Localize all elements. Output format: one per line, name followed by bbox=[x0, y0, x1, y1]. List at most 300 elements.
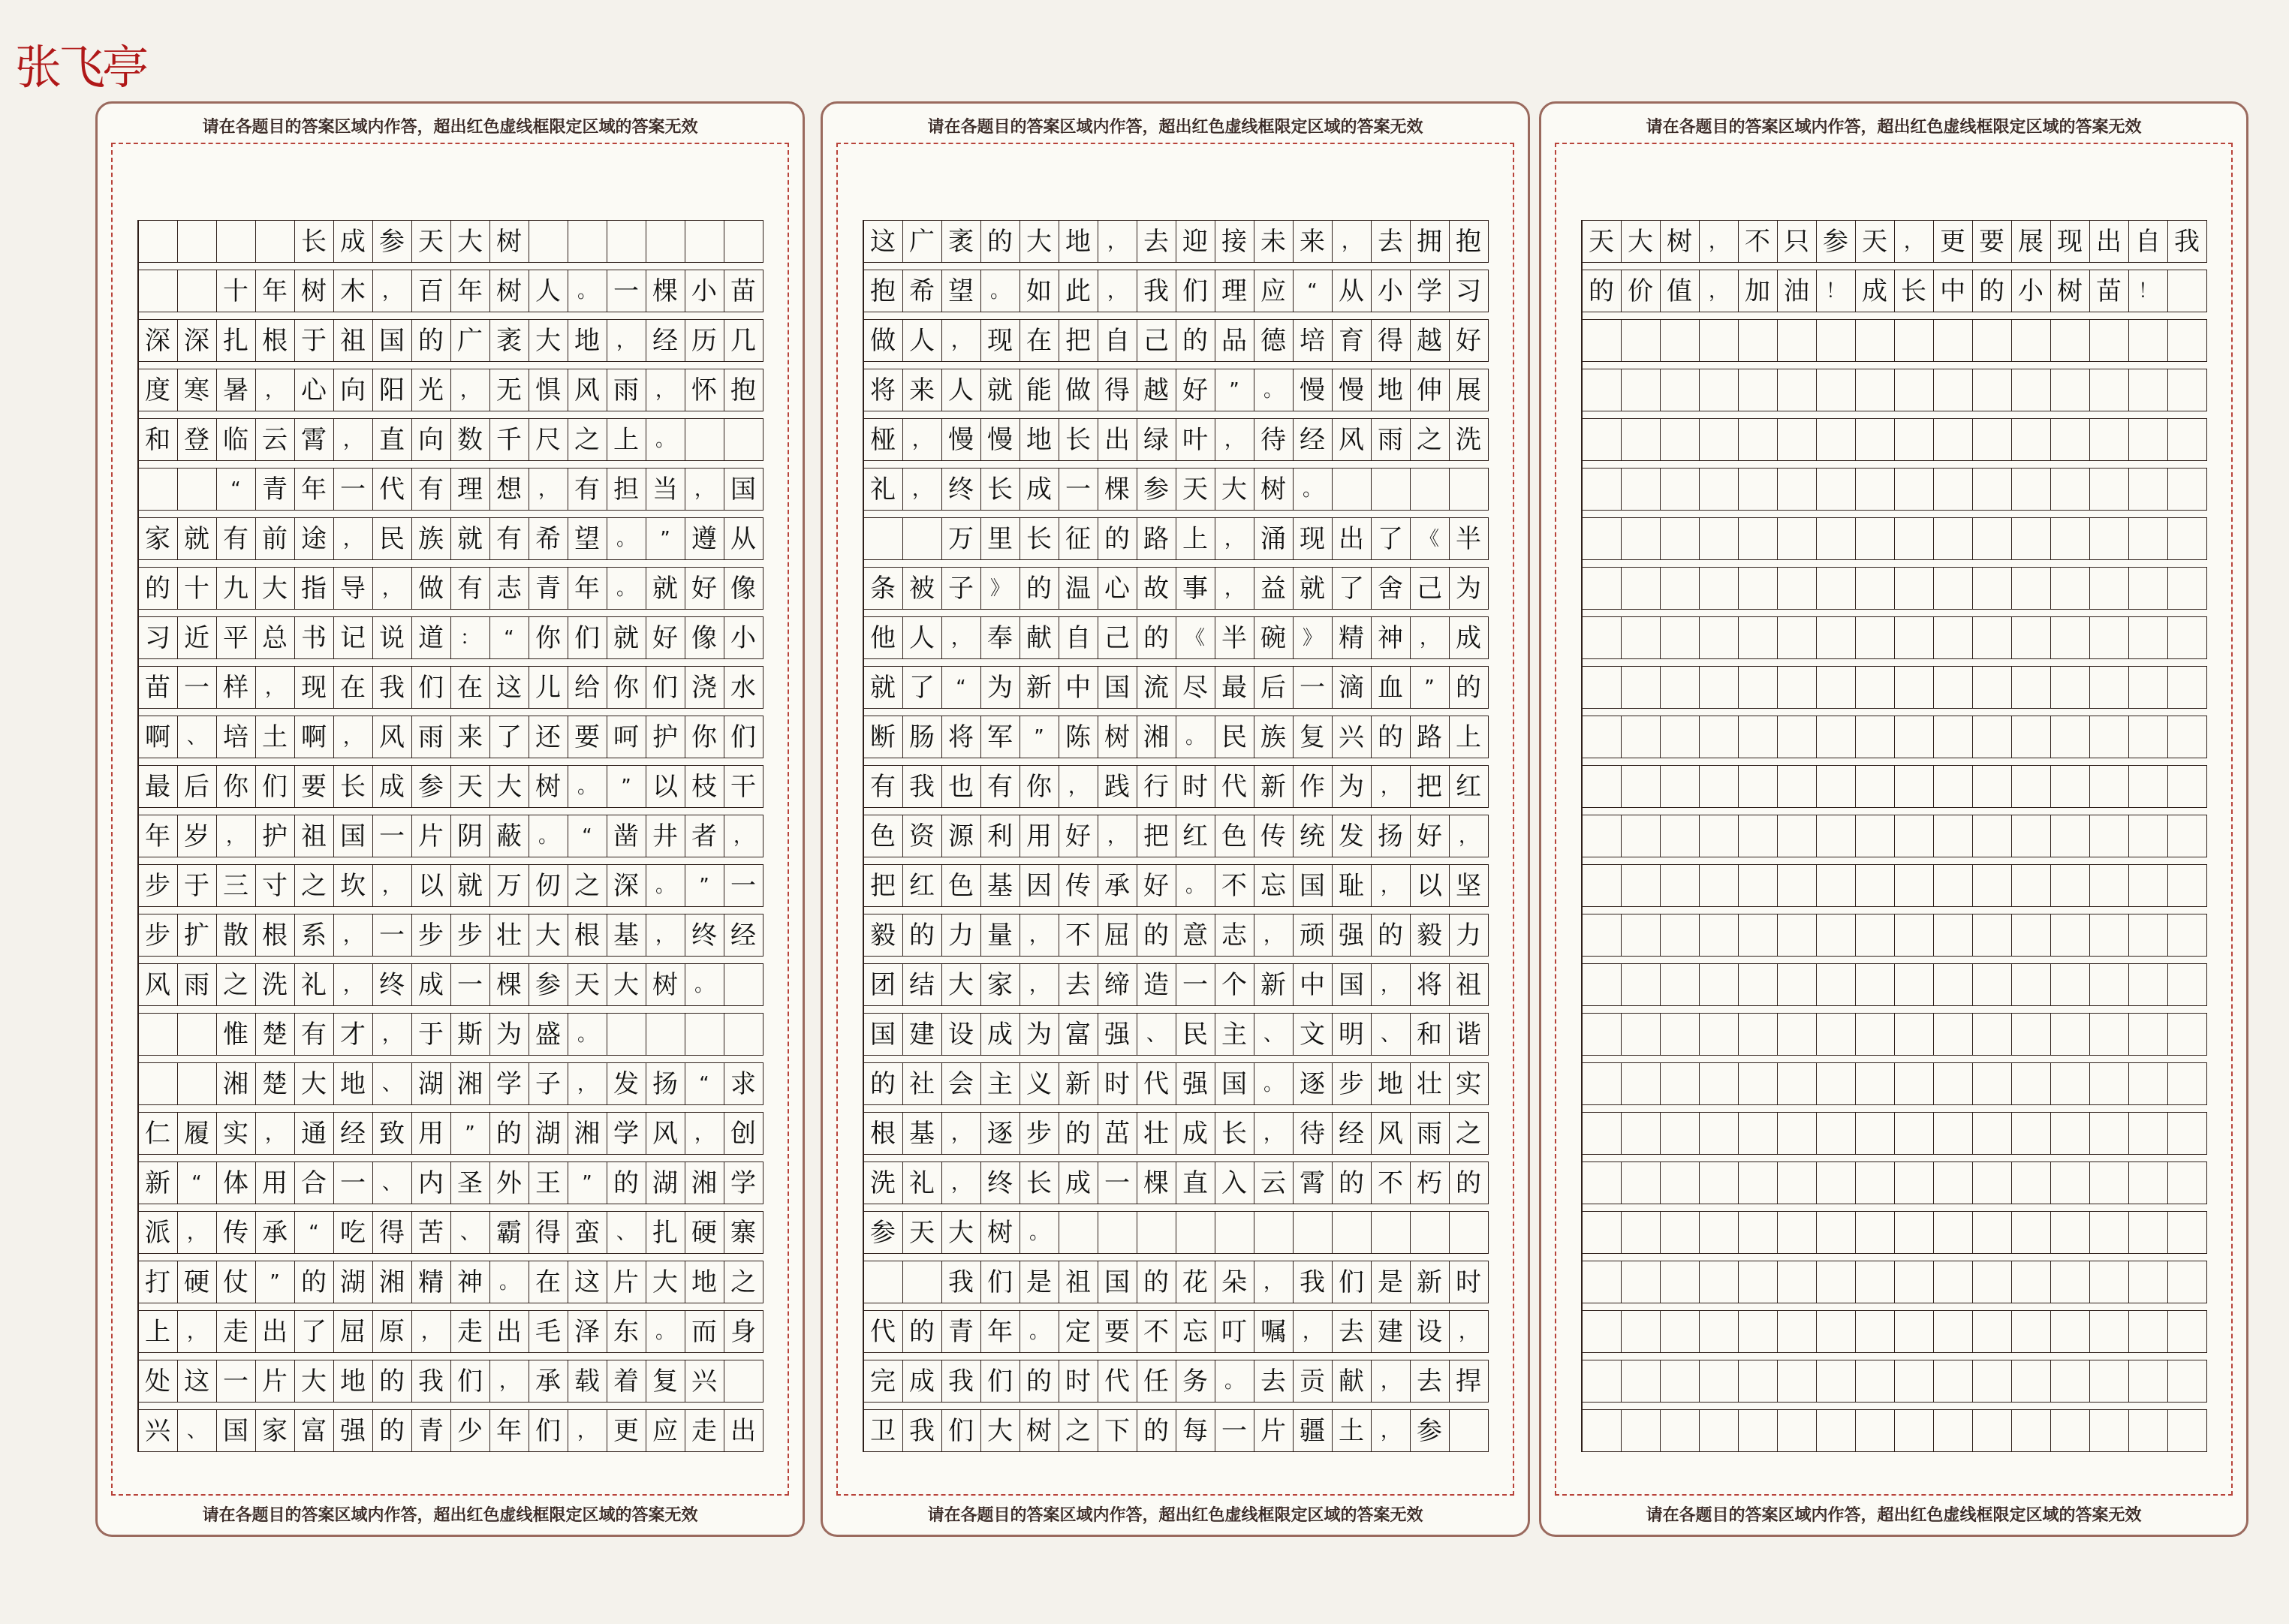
grid-cell: 理 bbox=[451, 468, 490, 511]
grid-cell: 在 bbox=[529, 1261, 568, 1303]
grid-cell bbox=[1583, 765, 1622, 808]
grid-cell: 广 bbox=[903, 220, 942, 263]
grid-cell: 滴 bbox=[1333, 666, 1372, 709]
grid-cell: 惟 bbox=[217, 1013, 256, 1056]
grid-cell: 一 bbox=[724, 864, 764, 907]
grid-cell bbox=[2090, 666, 2129, 709]
grid-cell: 长 bbox=[295, 220, 334, 263]
grid-cell: 拥 bbox=[1411, 220, 1450, 263]
grid-cell: 出 bbox=[490, 1310, 529, 1353]
grid-cell: 的 bbox=[1973, 270, 2012, 312]
grid-cell: 。 bbox=[1254, 369, 1294, 411]
grid-cell: ， bbox=[568, 1409, 607, 1452]
grid-cell: ， bbox=[178, 1310, 217, 1353]
grid-cell: 尺 bbox=[529, 418, 568, 461]
grid-cell: 新 bbox=[1020, 666, 1059, 709]
grid-cell: 成 bbox=[412, 963, 451, 1006]
grid-cell: 大 bbox=[607, 963, 646, 1006]
grid-cell bbox=[1700, 567, 1739, 610]
grid-cell: 大 bbox=[981, 1409, 1020, 1452]
grid-cell bbox=[1856, 864, 1895, 907]
grid-cell bbox=[1739, 418, 1778, 461]
grid-cell bbox=[1817, 1112, 1856, 1155]
grid-cell bbox=[1661, 1162, 1700, 1204]
grid-cell: 礼 bbox=[864, 468, 903, 511]
grid-cell: 得 bbox=[529, 1211, 568, 1254]
grid-cell: 洗 bbox=[864, 1162, 903, 1204]
grid-cell: ， bbox=[1450, 815, 1489, 857]
grid-cell bbox=[1856, 616, 1895, 659]
grid-cell: 成 bbox=[1450, 616, 1489, 659]
grid-cell: 的 bbox=[981, 220, 1020, 263]
grid-cell bbox=[1583, 666, 1622, 709]
grid-cell: 广 bbox=[451, 319, 490, 362]
grid-cell: 长 bbox=[1020, 1162, 1059, 1204]
grid-cell bbox=[1294, 1211, 1333, 1254]
grid-cell bbox=[724, 1360, 764, 1403]
grid-cell: 有 bbox=[981, 765, 1020, 808]
grid-cell: 国 bbox=[864, 1013, 903, 1056]
grid-cell bbox=[139, 1062, 178, 1105]
grid-cell: 的 bbox=[607, 1162, 646, 1204]
grid-cell: 者 bbox=[685, 815, 724, 857]
grid-cell: 壮 bbox=[1411, 1062, 1450, 1105]
grid-cell: 步 bbox=[451, 914, 490, 957]
grid-cell bbox=[1895, 666, 1934, 709]
grid-cell: 、 bbox=[178, 716, 217, 758]
grid-cell: ， bbox=[1372, 864, 1411, 907]
grid-cell: 利 bbox=[981, 815, 1020, 857]
grid-cell: 楚 bbox=[256, 1013, 295, 1056]
grid-cell: 你 bbox=[217, 765, 256, 808]
grid-cell bbox=[1583, 1360, 1622, 1403]
grid-cell bbox=[2051, 1162, 2090, 1204]
grid-cell bbox=[1934, 1310, 1973, 1353]
grid-cell bbox=[2012, 418, 2051, 461]
grid-cell: 你 bbox=[607, 666, 646, 709]
grid-cell bbox=[2168, 1261, 2207, 1303]
grid-cell: 他 bbox=[864, 616, 903, 659]
grid-cell: 自 bbox=[1059, 616, 1098, 659]
grid-cell bbox=[1700, 319, 1739, 362]
grid-cell bbox=[1934, 616, 1973, 659]
grid-cell: 去 bbox=[1137, 220, 1176, 263]
grid-cell: 们 bbox=[1176, 270, 1215, 312]
grid-cell: 风 bbox=[646, 1112, 685, 1155]
grid-cell bbox=[1973, 369, 2012, 411]
grid-cell: 顽 bbox=[1294, 914, 1333, 957]
grid-cell: 大 bbox=[295, 1062, 334, 1105]
grid-cell: 义 bbox=[1020, 1062, 1059, 1105]
grid-cell: 后 bbox=[1254, 666, 1294, 709]
grid-cell: 你 bbox=[529, 616, 568, 659]
grid-cell: 数 bbox=[451, 418, 490, 461]
grid-cell: 毛 bbox=[529, 1310, 568, 1353]
grid-cell bbox=[2012, 914, 2051, 957]
grid-cell bbox=[1817, 963, 1856, 1006]
grid-cell: 要 bbox=[568, 716, 607, 758]
grid-cell: 扬 bbox=[646, 1062, 685, 1105]
grid-cell: 年 bbox=[451, 270, 490, 312]
grid-cell: 待 bbox=[1254, 418, 1294, 461]
grid-cell bbox=[1583, 1112, 1622, 1155]
grid-cell: 风 bbox=[373, 716, 412, 758]
grid-cell: 雨 bbox=[1411, 1112, 1450, 1155]
grid-cell: 国 bbox=[334, 815, 373, 857]
grid-cell: ， bbox=[256, 666, 295, 709]
grid-cell bbox=[1934, 369, 1973, 411]
grid-cell bbox=[1856, 319, 1895, 362]
grid-cell: 记 bbox=[334, 616, 373, 659]
grid-cell bbox=[1661, 319, 1700, 362]
grid-cell: 盛 bbox=[529, 1013, 568, 1056]
grid-cell bbox=[1661, 1062, 1700, 1105]
grid-cell bbox=[1934, 418, 1973, 461]
grid-cell bbox=[2168, 716, 2207, 758]
grid-cell: 树 bbox=[295, 270, 334, 312]
grid-cell: 百 bbox=[412, 270, 451, 312]
grid-cell: 说 bbox=[373, 616, 412, 659]
grid-cell bbox=[1778, 1162, 1817, 1204]
grid-cell bbox=[1622, 864, 1661, 907]
grid-cell: 前 bbox=[256, 517, 295, 560]
grid-cell bbox=[2168, 517, 2207, 560]
grid-cell: 。 bbox=[607, 567, 646, 610]
grid-cell: 要 bbox=[295, 765, 334, 808]
grid-cell: 天 bbox=[903, 1211, 942, 1254]
grid-cell bbox=[1176, 1211, 1215, 1254]
grid-cell bbox=[2090, 716, 2129, 758]
grid-cell bbox=[1895, 1013, 1934, 1056]
grid-cell: 好 bbox=[1176, 369, 1215, 411]
grid-cell bbox=[2090, 765, 2129, 808]
grid-cell bbox=[2129, 616, 2168, 659]
grid-cell: 红 bbox=[1176, 815, 1215, 857]
grid-cell: 万 bbox=[490, 864, 529, 907]
grid-cell bbox=[1739, 616, 1778, 659]
grid-cell bbox=[2168, 914, 2207, 957]
grid-cell: 棵 bbox=[1137, 1162, 1176, 1204]
grid-cell bbox=[1583, 369, 1622, 411]
grid-cell bbox=[2090, 1261, 2129, 1303]
grid-cell bbox=[1739, 1409, 1778, 1452]
grid-cell: 向 bbox=[334, 369, 373, 411]
grid-cell: 兴 bbox=[1333, 716, 1372, 758]
grid-cell: 强 bbox=[1333, 914, 1372, 957]
grid-cell bbox=[217, 220, 256, 263]
grid-cell bbox=[1622, 468, 1661, 511]
grid-cell bbox=[1778, 468, 1817, 511]
grid-cell: 缔 bbox=[1098, 963, 1137, 1006]
grid-cell: 的 bbox=[1372, 716, 1411, 758]
grid-cell: 源 bbox=[942, 815, 981, 857]
grid-cell bbox=[1583, 1310, 1622, 1353]
grid-cell: 强 bbox=[1098, 1013, 1137, 1056]
grid-cell bbox=[568, 220, 607, 263]
grid-cell: “ bbox=[178, 1162, 217, 1204]
grid-cell: 里 bbox=[981, 517, 1020, 560]
grid-cell bbox=[1739, 666, 1778, 709]
grid-cell bbox=[2129, 815, 2168, 857]
grid-cell bbox=[1973, 815, 2012, 857]
grid-cell: 这 bbox=[864, 220, 903, 263]
grid-cell bbox=[1622, 815, 1661, 857]
grid-cell bbox=[724, 418, 764, 461]
grid-cell: 一 bbox=[1059, 468, 1098, 511]
grid-cell bbox=[1661, 666, 1700, 709]
grid-cell: 之 bbox=[295, 864, 334, 907]
grid-cell bbox=[1700, 1261, 1739, 1303]
grid-cell bbox=[2012, 666, 2051, 709]
grid-cell bbox=[1622, 1310, 1661, 1353]
grid-cell bbox=[1973, 963, 2012, 1006]
grid-cell: 的 bbox=[1372, 914, 1411, 957]
grid-cell bbox=[1622, 1360, 1661, 1403]
grid-cell: 湖 bbox=[646, 1162, 685, 1204]
grid-cell: 族 bbox=[1254, 716, 1294, 758]
grid-cell: 之 bbox=[1059, 1409, 1098, 1452]
grid-cell bbox=[1817, 864, 1856, 907]
grid-cell: 之 bbox=[217, 963, 256, 1006]
grid-cell: 干 bbox=[724, 765, 764, 808]
grid-cell bbox=[1059, 1211, 1098, 1254]
grid-cell: 做 bbox=[1059, 369, 1098, 411]
grid-cell: 走 bbox=[451, 1310, 490, 1353]
grid-cell: 硬 bbox=[685, 1211, 724, 1254]
grid-cell: 基 bbox=[903, 1112, 942, 1155]
grid-cell: 步 bbox=[139, 914, 178, 957]
grid-cell: 长 bbox=[1895, 270, 1934, 312]
grid-cell: 祖 bbox=[295, 815, 334, 857]
grid-cell: 主 bbox=[1215, 1013, 1254, 1056]
grid-cell: 一 bbox=[373, 815, 412, 857]
grid-cell bbox=[2129, 369, 2168, 411]
grid-cell: ” bbox=[568, 1162, 607, 1204]
grid-cell: 天 bbox=[1856, 220, 1895, 263]
grid-cell: 的 bbox=[1059, 1112, 1098, 1155]
grid-cell: 现 bbox=[981, 319, 1020, 362]
grid-cell bbox=[1583, 1162, 1622, 1204]
grid-cell bbox=[2168, 418, 2207, 461]
grid-cell: 风 bbox=[1333, 418, 1372, 461]
grid-cell: 风 bbox=[1372, 1112, 1411, 1155]
writing-grid bbox=[137, 220, 764, 1452]
grid-cell: 这 bbox=[490, 666, 529, 709]
grid-cell: 一 bbox=[607, 270, 646, 312]
grid-cell: 基 bbox=[981, 864, 1020, 907]
grid-cell bbox=[1778, 815, 1817, 857]
grid-cell: ， bbox=[685, 1112, 724, 1155]
grid-cell: 的 bbox=[1098, 517, 1137, 560]
grid-cell bbox=[1856, 1062, 1895, 1105]
grid-cell: 身 bbox=[724, 1310, 764, 1353]
grid-cell bbox=[1622, 369, 1661, 411]
grid-cell: 礼 bbox=[903, 1162, 942, 1204]
grid-cell bbox=[1450, 1409, 1489, 1452]
grid-cell: 要 bbox=[1973, 220, 2012, 263]
grid-cell: 深 bbox=[139, 319, 178, 362]
grid-cell: 之 bbox=[1411, 418, 1450, 461]
grid-cell: ， bbox=[373, 864, 412, 907]
grid-cell: 温 bbox=[1059, 567, 1098, 610]
grid-cell: 们 bbox=[529, 1409, 568, 1452]
grid-cell: 出 bbox=[1098, 418, 1137, 461]
grid-cell: 涌 bbox=[1254, 517, 1294, 560]
grid-cell bbox=[2090, 418, 2129, 461]
grid-cell: 用 bbox=[412, 1112, 451, 1155]
grid-cell bbox=[1778, 716, 1817, 758]
grid-cell: 霄 bbox=[295, 418, 334, 461]
grid-cell: 把 bbox=[1137, 815, 1176, 857]
grid-cell: 子 bbox=[529, 1062, 568, 1105]
grid-cell bbox=[2090, 319, 2129, 362]
grid-cell bbox=[903, 517, 942, 560]
grid-cell bbox=[1700, 864, 1739, 907]
grid-cell: 屈 bbox=[334, 1310, 373, 1353]
grid-cell bbox=[1778, 914, 1817, 957]
grid-cell bbox=[1739, 765, 1778, 808]
grid-cell bbox=[1856, 468, 1895, 511]
grid-cell: 。 bbox=[1294, 468, 1333, 511]
grid-cell: 子 bbox=[942, 567, 981, 610]
grid-cell: 。 bbox=[1176, 716, 1215, 758]
grid-cell: 文 bbox=[1294, 1013, 1333, 1056]
grid-cell bbox=[2090, 616, 2129, 659]
grid-cell: 青 bbox=[256, 468, 295, 511]
grid-cell: 一 bbox=[1215, 1409, 1254, 1452]
grid-cell bbox=[2129, 1409, 2168, 1452]
grid-cell: 无 bbox=[490, 369, 529, 411]
grid-cell: 设 bbox=[942, 1013, 981, 1056]
grid-cell: 新 bbox=[1254, 765, 1294, 808]
grid-cell bbox=[1856, 815, 1895, 857]
grid-cell: ” bbox=[1411, 666, 1450, 709]
grid-cell: 造 bbox=[1137, 963, 1176, 1006]
grid-cell bbox=[1739, 1062, 1778, 1105]
grid-cell bbox=[1895, 815, 1934, 857]
grid-cell: 岁 bbox=[178, 815, 217, 857]
grid-cell: 国 bbox=[1294, 864, 1333, 907]
grid-cell bbox=[1973, 914, 2012, 957]
grid-cell bbox=[1973, 1211, 2012, 1254]
grid-cell bbox=[2051, 1261, 2090, 1303]
grid-cell: 践 bbox=[1098, 765, 1137, 808]
grid-cell: 务 bbox=[1176, 1360, 1215, 1403]
grid-cell bbox=[1973, 666, 2012, 709]
grid-cell: 上 bbox=[607, 418, 646, 461]
grid-cell bbox=[2168, 1013, 2207, 1056]
grid-cell: 统 bbox=[1294, 815, 1333, 857]
grid-cell: 把 bbox=[1411, 765, 1450, 808]
grid-cell bbox=[2012, 1310, 2051, 1353]
grid-cell bbox=[1622, 1261, 1661, 1303]
grid-cell: 从 bbox=[1333, 270, 1372, 312]
grid-cell: 毅 bbox=[1411, 914, 1450, 957]
grid-cell: ， bbox=[1098, 220, 1137, 263]
grid-cell bbox=[1934, 864, 1973, 907]
grid-cell bbox=[1817, 418, 1856, 461]
grid-cell: 一 bbox=[334, 468, 373, 511]
grid-cell: 是 bbox=[1020, 1261, 1059, 1303]
grid-cell: 云 bbox=[1254, 1162, 1294, 1204]
grid-cell bbox=[1778, 1211, 1817, 1254]
grid-cell: 。 bbox=[646, 864, 685, 907]
grid-cell bbox=[2129, 963, 2168, 1006]
grid-cell bbox=[1700, 716, 1739, 758]
grid-cell: 为 bbox=[490, 1013, 529, 1056]
grid-cell: 小 bbox=[1372, 270, 1411, 312]
grid-cell bbox=[1739, 369, 1778, 411]
grid-cell bbox=[2012, 765, 2051, 808]
grid-cell: 一 bbox=[1176, 963, 1215, 1006]
grid-cell bbox=[139, 1013, 178, 1056]
grid-cell bbox=[1856, 1409, 1895, 1452]
grid-cell bbox=[724, 1013, 764, 1056]
grid-cell: ” bbox=[1215, 369, 1254, 411]
grid-cell bbox=[2051, 517, 2090, 560]
grid-cell: “ bbox=[1294, 270, 1333, 312]
grid-cell: ， bbox=[1098, 270, 1137, 312]
grid-cell bbox=[2051, 1013, 2090, 1056]
grid-cell bbox=[1700, 666, 1739, 709]
grid-cell bbox=[1856, 1261, 1895, 1303]
grid-cell: 们 bbox=[412, 666, 451, 709]
grid-cell bbox=[1583, 418, 1622, 461]
grid-cell: 们 bbox=[724, 716, 764, 758]
grid-cell bbox=[2129, 864, 2168, 907]
grid-cell bbox=[2012, 616, 2051, 659]
grid-cell: 就 bbox=[981, 369, 1020, 411]
grid-cell: 大 bbox=[646, 1261, 685, 1303]
grid-cell: 成 bbox=[1856, 270, 1895, 312]
grid-cell: 慢 bbox=[1294, 369, 1333, 411]
grid-cell: 、 bbox=[1254, 1013, 1294, 1056]
grid-cell: 在 bbox=[334, 666, 373, 709]
grid-cell: 步 bbox=[1333, 1062, 1372, 1105]
grid-cell: 己 bbox=[1098, 616, 1137, 659]
grid-cell bbox=[1098, 1211, 1137, 1254]
grid-cell: 抱 bbox=[1450, 220, 1489, 263]
grid-cell: 自 bbox=[1098, 319, 1137, 362]
grid-cell bbox=[1622, 1409, 1661, 1452]
grid-cell: 上 bbox=[1450, 716, 1489, 758]
grid-cell: 茁 bbox=[1098, 1112, 1137, 1155]
grid-cell bbox=[2012, 864, 2051, 907]
grid-cell: 代 bbox=[1137, 1062, 1176, 1105]
grid-cell: 国 bbox=[217, 1409, 256, 1452]
grid-cell: 原 bbox=[373, 1310, 412, 1353]
grid-cell: 在 bbox=[451, 666, 490, 709]
grid-cell bbox=[2168, 468, 2207, 511]
grid-cell: 主 bbox=[981, 1062, 1020, 1105]
grid-cell: 捍 bbox=[1450, 1360, 1489, 1403]
grid-cell: 现 bbox=[295, 666, 334, 709]
grid-cell bbox=[1817, 666, 1856, 709]
grid-cell: 就 bbox=[646, 567, 685, 610]
grid-cell bbox=[1700, 1360, 1739, 1403]
grid-cell: 兴 bbox=[685, 1360, 724, 1403]
grid-cell bbox=[1700, 765, 1739, 808]
grid-cell: 参 bbox=[864, 1211, 903, 1254]
grid-cell: 参 bbox=[1411, 1409, 1450, 1452]
grid-cell: 像 bbox=[685, 616, 724, 659]
grid-cell: 我 bbox=[1137, 270, 1176, 312]
grid-cell: 遵 bbox=[685, 517, 724, 560]
grid-cell bbox=[2051, 418, 2090, 461]
grid-cell: 发 bbox=[1333, 815, 1372, 857]
grid-cell: 后 bbox=[178, 765, 217, 808]
grid-cell: ， bbox=[256, 369, 295, 411]
